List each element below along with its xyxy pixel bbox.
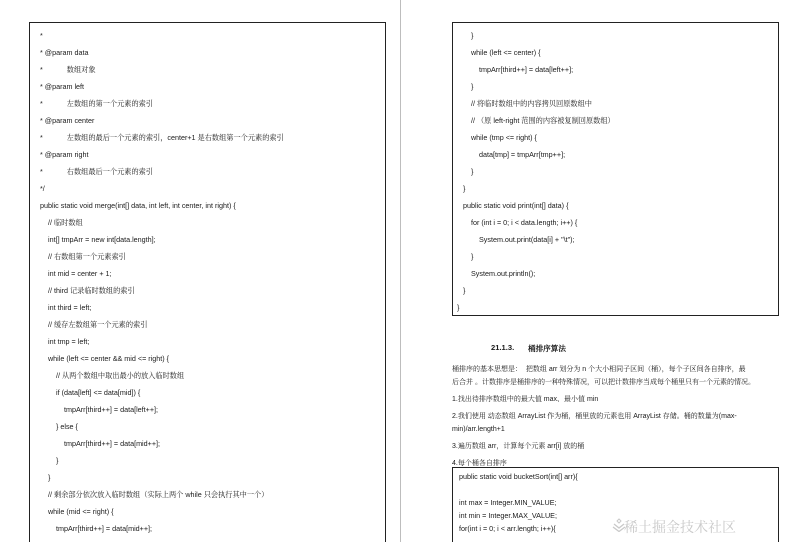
code-line: tmpArr[third++] = data[mid++]; — [40, 524, 153, 533]
code-line: // 临时数组 — [40, 218, 83, 227]
code-line: } — [40, 473, 51, 482]
code-line: while (left <= center && mid <= right) { — [40, 354, 170, 363]
code-line: // 从两个数组中取出最小的放入临时数组 — [40, 371, 185, 380]
code-line: public static void bucketSort(int[] arr){ — [459, 472, 578, 481]
code-line: int tmp = left; — [40, 337, 90, 346]
code-line: while (tmp <= right) { — [463, 133, 537, 142]
paragraph: min)/arr.length+1 — [452, 426, 505, 433]
left-code-block — [29, 22, 386, 542]
code-line: int third = left; — [40, 303, 92, 312]
code-line: int max = Integer.MIN_VALUE; — [459, 498, 557, 507]
code-line: int mid = center + 1; — [40, 269, 112, 278]
page-divider — [400, 0, 401, 542]
paragraph: 后合并 。计数排序是桶排序的一种特殊情况，可以把计数排序当成每个桶里只有一个元素的情况。 — [452, 379, 755, 386]
code-line: // 将临时数组中的内容拷贝回原数组中 — [463, 99, 592, 108]
paragraph: 3.遍历数组 arr，计算每个元素 arr[i] 放的桶 — [452, 443, 585, 450]
code-line: } — [463, 167, 474, 176]
code-line: System.out.println(); — [463, 269, 536, 278]
watermark-text: 稀土掘金技术社区 — [624, 519, 736, 535]
code-line: // 缓存左数组第一个元素的索引 — [40, 320, 148, 329]
code-line: public static void print(int[] data) { — [463, 201, 569, 210]
code-line: * 左数组的最后一个元素的索引，center+1 是右数组第一个元素的索引 — [40, 133, 284, 142]
code-line: * @param center — [40, 116, 95, 125]
code-line: } — [463, 82, 474, 91]
code-line: tmpArr[third++] = data[left++]; — [40, 405, 159, 414]
section-number: 21.1.3. — [491, 343, 515, 352]
paragraph: 1.找出待排序数组中的最大值 max、最小值 min — [452, 396, 599, 403]
code-line: int[] tmpArr = new int[data.length]; — [40, 235, 156, 244]
code-line: } else { — [40, 422, 78, 431]
section-title: 桶排序算法 — [528, 344, 566, 353]
paragraph: 桶排序的基本思想是： 把数组 arr 划分为 n 个大小相同子区间（桶），每个子区间各自排序，最 — [452, 366, 746, 373]
code-line: while (left <= center) { — [463, 48, 541, 57]
code-line: * 数组对象 — [40, 65, 96, 74]
code-line: // 右数组第一个元素索引 — [40, 252, 126, 261]
code-line: */ — [40, 184, 45, 193]
code-line: for (int i = 0; i < data.length; i++) { — [463, 218, 578, 227]
code-line: // 剩余部分依次放入临时数组（实际上两个 while 只会执行其中一个） — [40, 490, 269, 499]
code-line: } — [463, 184, 466, 193]
code-line: if (data[left] <= data[mid]) { — [40, 388, 141, 397]
code-line: * 右数组最后一个元素的索引 — [40, 167, 154, 176]
code-line: } — [463, 286, 466, 295]
code-line: // （原 left-right 范围的内容被复制回原数组） — [463, 116, 615, 125]
code-line: * — [40, 31, 43, 40]
code-line: int min = Integer.MAX_VALUE; — [459, 511, 557, 520]
code-line: System.out.print(data[i] + "\t"); — [463, 235, 575, 244]
code-line: } — [457, 303, 460, 312]
code-line: tmpArr[third++] = data[left++]; — [463, 65, 574, 74]
code-line: data[tmp] = tmpArr[tmp++]; — [463, 150, 566, 159]
paragraph: 2.我们使用 动态数组 ArrayList 作为桶，桶里放的元素也用 ArrayList 存储。桶的数量为(max- — [452, 413, 737, 420]
code-line: public static void merge(int[] data, int left, int center, int right) { — [40, 201, 236, 210]
code-line: * @param right — [40, 150, 89, 159]
code-line: } — [463, 31, 474, 40]
code-line: } — [40, 456, 59, 465]
code-line: } — [463, 252, 474, 261]
code-line: * @param left — [40, 82, 85, 91]
code-line: while (mid <= right) { — [40, 507, 114, 516]
code-line: tmpArr[third++] = data[mid++]; — [40, 439, 161, 448]
code-line: * @param data — [40, 48, 89, 57]
code-line: // third 记录临时数组的索引 — [40, 286, 135, 295]
right-code-block — [452, 22, 779, 316]
paragraph: 4.每个桶各自排序 — [452, 460, 507, 467]
code-line: * 左数组的第一个元素的索引 — [40, 99, 154, 108]
code-line: for(int i = 0; i < arr.length; i++){ — [459, 524, 556, 533]
